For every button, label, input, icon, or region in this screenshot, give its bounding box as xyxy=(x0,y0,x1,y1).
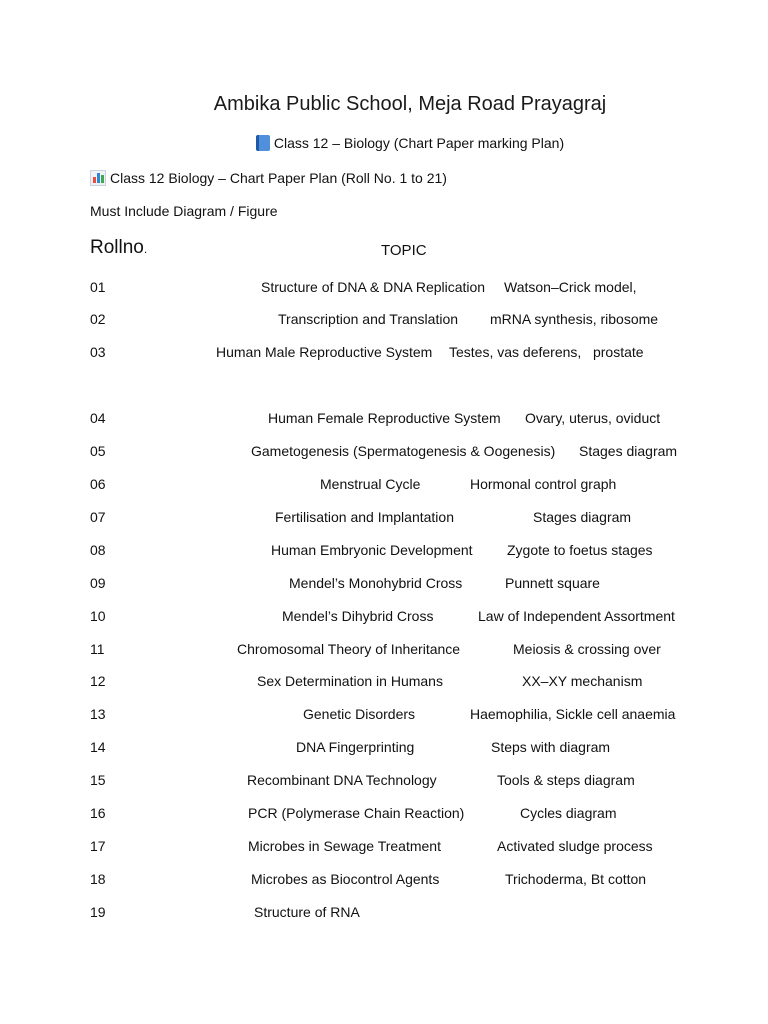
diagram-note: Meiosis & crossing over xyxy=(513,641,661,657)
roll-number: 11 xyxy=(90,641,105,657)
roll-number: 07 xyxy=(90,509,106,525)
topic-name: Human Embryonic Development xyxy=(271,542,473,558)
blue-book-icon xyxy=(256,135,270,151)
roll-number: 03 xyxy=(90,344,106,360)
table-row xyxy=(0,871,768,891)
table-row xyxy=(0,673,768,693)
topic-name: Recombinant DNA Technology xyxy=(247,772,437,788)
roll-number: 14 xyxy=(90,739,106,755)
diagram-note: XX–XY mechanism xyxy=(522,673,643,689)
diagram-note: Stages diagram xyxy=(533,509,632,525)
table-row xyxy=(0,344,768,364)
diagram-note: Haemophilia, Sickle cell anaemia xyxy=(470,706,676,722)
subtitle-text: Class 12 – Biology (Chart Paper marking Plan) xyxy=(273,135,565,151)
roll-number: 08 xyxy=(90,542,106,558)
topic-name: Structure of RNA xyxy=(254,904,360,920)
topic-name: Fertilisation and Implantation xyxy=(275,509,454,525)
topic-name: Mendel’s Monohybrid Cross xyxy=(289,575,463,591)
must-include-note: Must Include Diagram / Figure xyxy=(90,203,278,219)
diagram-note: Watson–Crick model, xyxy=(504,279,637,295)
rollno-suffix: . xyxy=(143,242,148,256)
table-row xyxy=(0,641,768,661)
table-row xyxy=(0,476,768,496)
diagram-note: mRNA synthesis, ribosome xyxy=(490,311,659,327)
topic-name: DNA Fingerprinting xyxy=(296,739,415,755)
topic-name: Transcription and Translation xyxy=(278,311,459,327)
table-row xyxy=(0,805,768,825)
column-header-rollno xyxy=(90,237,147,259)
diagram-note: Law of Independent Assortment xyxy=(478,608,675,624)
diagram-note: Testes, vas deferens, prostate xyxy=(449,344,644,360)
topic-name: Chromosomal Theory of Inheritance xyxy=(237,641,461,657)
diagram-note: Zygote to foetus stages xyxy=(507,542,653,558)
diagram-note: Hormonal control graph xyxy=(470,476,617,492)
roll-number: 05 xyxy=(90,443,106,459)
table-row xyxy=(0,542,768,562)
roll-number: 18 xyxy=(90,871,106,887)
topic-name: Human Female Reproductive System xyxy=(268,410,501,426)
topic-name: Sex Determination in Humans xyxy=(257,673,443,689)
roll-number: 19 xyxy=(90,904,106,920)
plan-line xyxy=(90,170,447,186)
column-header-topic: TOPIC xyxy=(381,242,427,259)
roll-number: 02 xyxy=(90,311,106,327)
table-row xyxy=(0,443,768,463)
school-title: Ambika Public School, Meja Road Prayagraj xyxy=(213,93,607,115)
table-row xyxy=(0,509,768,529)
diagram-note: Ovary, uterus, oviduct xyxy=(525,410,661,426)
roll-number: 13 xyxy=(90,706,106,722)
topic-name: Genetic Disorders xyxy=(303,706,416,722)
table-row xyxy=(0,838,768,858)
diagram-note: Trichoderma, Bt cotton xyxy=(505,871,647,887)
diagram-note: Activated sludge process xyxy=(497,838,653,854)
table-row xyxy=(0,608,768,628)
plan-text: Class 12 Biology – Chart Paper Plan (Roll No. 1 to 21) xyxy=(110,170,447,186)
bar-chart-icon xyxy=(90,170,106,186)
diagram-note: Tools & steps diagram xyxy=(497,772,635,788)
table-row xyxy=(0,904,768,924)
roll-number: 10 xyxy=(90,608,106,624)
topic-name: Structure of DNA & DNA Replication xyxy=(261,279,486,295)
diagram-note: Steps with diagram xyxy=(491,739,611,755)
topic-name: Human Male Reproductive System xyxy=(216,344,433,360)
diagram-note: Cycles diagram xyxy=(520,805,617,821)
table-row xyxy=(0,706,768,726)
roll-number: 15 xyxy=(90,772,106,788)
table-row xyxy=(0,739,768,759)
roll-number: 06 xyxy=(90,476,106,492)
table-row xyxy=(0,410,768,430)
roll-number: 04 xyxy=(90,410,106,426)
topic-name: Microbes in Sewage Treatment xyxy=(248,838,441,854)
roll-number: 01 xyxy=(90,279,106,295)
diagram-note: Stages diagram xyxy=(579,443,678,459)
topic-name: PCR (Polymerase Chain Reaction) xyxy=(248,805,465,821)
roll-number: 12 xyxy=(90,673,106,689)
roll-number: 16 xyxy=(90,805,106,821)
diagram-note: Punnett square xyxy=(505,575,600,591)
topic-name: Microbes as Biocontrol Agents xyxy=(251,871,440,887)
topic-name: Mendel’s Dihybrid Cross xyxy=(282,608,434,624)
roll-number: 17 xyxy=(90,838,106,854)
table-row xyxy=(0,575,768,595)
topic-name: Gametogenesis (Spermatogenesis & Oogenesis) xyxy=(251,443,556,459)
table-row xyxy=(0,311,768,331)
rollno-label: Rollno xyxy=(90,237,144,258)
roll-number: 09 xyxy=(90,575,106,591)
table-row xyxy=(0,279,768,299)
table-row xyxy=(0,772,768,792)
subtitle-line xyxy=(0,135,768,151)
topic-name: Menstrual Cycle xyxy=(320,476,421,492)
